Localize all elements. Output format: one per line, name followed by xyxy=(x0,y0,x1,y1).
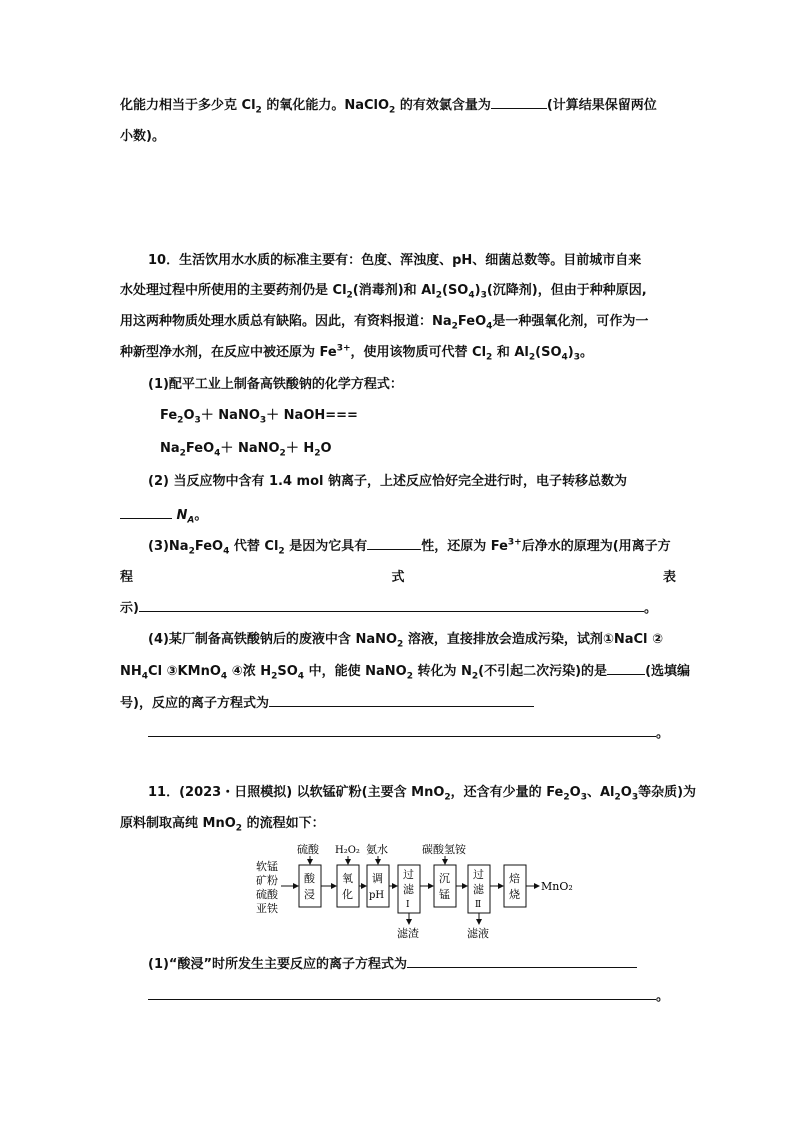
svg-text:氧: 氧 xyxy=(342,872,353,885)
q10-stem-line-4: 种新型净水剂，在反应中被还原为 $Fe^{3+}$，使用该物质可代替 $Cl_2$ 和 $Al_2(SO_4)_3$。 xyxy=(120,343,594,363)
process-flow-diagram xyxy=(254,840,574,940)
flow-input-line-1: 软锰 xyxy=(256,860,278,873)
flow-reagent-ammonium-bicarbonate: 碳酸氢铵 xyxy=(422,843,466,856)
answer-line[interactable] xyxy=(148,987,656,1000)
svg-text:pH: pH xyxy=(369,890,385,901)
answer-line[interactable] xyxy=(407,955,637,968)
q10-part-3-line-2: 程 式 表 xyxy=(120,570,676,585)
answer-line[interactable] xyxy=(139,599,644,612)
flow-byproduct-residue: 滤渣 xyxy=(397,927,419,940)
q10-part-4-line-1: (4)某厂制备高铁酸钠后的废液中含 NaNO$_2$ 溶液，直接排放会造成污染，试剂①NaCl ② xyxy=(148,632,664,650)
svg-text:Ⅰ: Ⅰ xyxy=(406,900,410,910)
q10-part-3-line-1: $(3)Na_2FeO_4$ 代替 $Cl_2$ 是因为它具有 性，还原为 $Fe^{3+}$后净水的原理为(用离子方 xyxy=(148,537,671,557)
svg-text:过: 过 xyxy=(403,868,414,881)
svg-text:焙: 焙 xyxy=(509,872,520,885)
svg-text:沉: 沉 xyxy=(439,872,450,885)
flow-input-line-2: 矿粉 xyxy=(256,874,278,887)
q10-equation-products: $Na_2FeO_4+$ NaNO$_2$＋ $H_2O$ xyxy=(160,441,332,459)
flow-reagent-sulfuric-acid: 硫酸 xyxy=(297,843,319,856)
q10-part-2-line-1: (2) 当反应物中含有 1.4 mol 钠离子，上述反应恰好完全进行时，电子转移总数为 xyxy=(148,474,627,489)
q10-part-1: (1)配平工业上制备高铁酸钠的化学方程式： xyxy=(148,377,403,392)
q10-part-4-line-2: $NH_4Cl$ ③KMnO$_4$ ④浓 $H_2SO_4$ 中，能使 NaNO$_2$ 转化为 $N_2$(不引起二次污染)的是 (选填编 xyxy=(120,664,691,682)
answer-blank[interactable] xyxy=(607,662,645,675)
svg-text:化: 化 xyxy=(342,888,353,901)
q11-part-1-line-2: 。 xyxy=(148,987,676,1006)
flow-byproduct-filtrate: 滤液 xyxy=(467,927,489,940)
answer-blank[interactable] xyxy=(120,506,172,519)
svg-text:调: 调 xyxy=(372,872,383,885)
answer-blank[interactable] xyxy=(491,96,547,109)
svg-text:滤: 滤 xyxy=(403,883,414,896)
q10-part-2-line-2: $N_A$。 xyxy=(120,506,676,525)
flow-reagent-h2o2: H₂O₂ xyxy=(335,845,360,856)
svg-text:滤: 滤 xyxy=(473,883,484,896)
q10-part-3-line-3: 示) 。 xyxy=(120,601,657,616)
q10-stem-line-2: 水处理过程中所使用的主要药剂仍是 $Cl_2$(消毒剂)和 $Al_2(SO_4)_3$(沉降剂)，但由于种种原因, xyxy=(120,283,647,301)
q10-stem-line-3: 用这两种物质处理水质总有缺陷。因此，有资料报道：$Na_2FeO_4$是一种强氧化剂，可作为一 xyxy=(120,314,649,332)
q10-part-4-line-4: 。 xyxy=(148,724,676,743)
q11-stem-line-2: 原料制取高纯 MnO$_2$ 的流程如下： xyxy=(120,816,325,834)
flow-reagent-ammonia: 氨水 xyxy=(366,843,388,856)
svg-text:酸: 酸 xyxy=(304,872,315,885)
answer-line[interactable] xyxy=(148,724,656,737)
svg-text:过: 过 xyxy=(473,868,484,881)
svg-text:烧: 烧 xyxy=(509,888,520,901)
q9-line-2: 小数)。 xyxy=(120,129,165,144)
q10-stem-line-1: 10．生活饮用水水质的标准主要有：色度、浑浊度、pH、细菌总数等。目前城市自来 xyxy=(148,253,642,268)
flow-input-line-3: 硫酸 xyxy=(256,888,278,901)
q10-equation-reactants: $Fe_2O_3+$ NaNO$_3$＋ NaOH=== xyxy=(160,408,358,426)
svg-text:Ⅱ: Ⅱ xyxy=(475,900,482,910)
flow-input-line-4: 亚铁 xyxy=(256,902,278,915)
q11-stem-line-1: 11．(2023・日照模拟) 以软锰矿粉(主要含 MnO$_2$，还含有少量的 $Fe_2O_3$、$Al_2O_3$等杂质)为 xyxy=(148,785,697,803)
q11-part-1-line-1: (1)“酸浸”时所发生主要反应的离子方程式为 xyxy=(148,955,676,974)
answer-blank[interactable] xyxy=(367,537,421,550)
svg-text:浸: 浸 xyxy=(304,888,315,901)
q10-part-4-line-3: 号)，反应的离子方程式为 xyxy=(120,694,676,713)
flow-output-mno2: MnO₂ xyxy=(541,880,573,893)
svg-text:锰: 锰 xyxy=(439,888,450,901)
answer-line[interactable] xyxy=(269,694,534,707)
q9-line-1: 化能力相当于多少克 $Cl_2$ 的氧化能力。NaClO$_2$ 的有效氯含量为 (计算结果保留两位 xyxy=(120,98,657,116)
